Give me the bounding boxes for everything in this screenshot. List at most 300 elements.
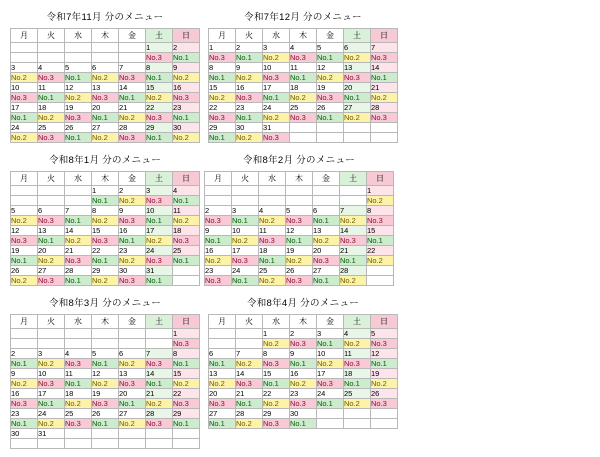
table-row — [205, 186, 394, 196]
weekday-header-cell: 金 — [119, 315, 146, 329]
day-number-cell: 7 — [340, 206, 367, 216]
calendar-title: 令和8年4月 分のメニュー — [246, 298, 360, 309]
table-row — [209, 123, 398, 133]
menu-cell — [11, 339, 38, 349]
table-row — [11, 379, 200, 389]
day-number-cell: 8 — [173, 349, 200, 359]
menu-cell: No.2 — [11, 73, 38, 83]
day-number-cell: 17 — [317, 369, 344, 379]
day-number-cell — [119, 43, 146, 53]
menu-cell — [344, 133, 371, 143]
day-number-cell — [65, 43, 92, 53]
day-number-cell — [38, 329, 65, 339]
menu-cell: No.1 — [344, 379, 371, 389]
menu-cell — [367, 276, 394, 286]
menu-cell — [173, 276, 200, 286]
table-row — [205, 266, 394, 276]
day-number-cell — [65, 186, 92, 196]
day-number-cell: 20 — [209, 389, 236, 399]
table-row — [209, 409, 398, 419]
menu-cell: No.3 — [209, 113, 236, 123]
menu-cell: No.2 — [119, 196, 146, 206]
day-number-cell: 18 — [38, 103, 65, 113]
day-number-cell — [209, 329, 236, 339]
table-row — [11, 103, 200, 113]
day-number-cell — [371, 409, 398, 419]
weekday-header-cell: 日 — [173, 172, 200, 186]
menu-cell — [205, 196, 232, 206]
day-number-cell: 31 — [263, 123, 290, 133]
menu-cell: No.2 — [209, 93, 236, 103]
table-row — [205, 196, 394, 206]
menu-cell: No.2 — [119, 419, 146, 429]
menu-cell: No.3 — [209, 399, 236, 409]
day-number-cell — [173, 429, 200, 439]
menu-cell: No.1 — [173, 53, 200, 63]
day-number-cell: 18 — [259, 246, 286, 256]
calendar-block — [8, 6, 202, 143]
menu-cell: No.2 — [173, 379, 200, 389]
day-number-cell: 6 — [92, 63, 119, 73]
menu-cell: No.2 — [236, 73, 263, 83]
table-row — [209, 93, 398, 103]
menu-cell — [11, 53, 38, 63]
day-number-cell: 21 — [340, 246, 367, 256]
day-number-cell — [344, 409, 371, 419]
day-number-cell — [340, 186, 367, 196]
day-number-cell: 5 — [371, 329, 398, 339]
table-row — [11, 349, 200, 359]
day-number-cell: 22 — [209, 103, 236, 113]
table-row — [205, 246, 394, 256]
day-number-cell — [173, 266, 200, 276]
day-number-cell: 6 — [209, 349, 236, 359]
day-number-cell: 9 — [205, 226, 232, 236]
calendar-block — [8, 149, 202, 286]
menu-cell: No.1 — [119, 236, 146, 246]
day-number-cell — [11, 43, 38, 53]
weekday-header-row — [205, 172, 394, 186]
menu-cell: No.2 — [173, 216, 200, 226]
weekday-header-cell: 月 — [205, 172, 232, 186]
day-number-cell: 13 — [38, 226, 65, 236]
menu-cell: No.2 — [344, 399, 371, 409]
weekday-header-cell: 日 — [173, 315, 200, 329]
day-number-cell — [232, 186, 259, 196]
day-number-cell: 10 — [11, 83, 38, 93]
menu-cell: No.2 — [173, 133, 200, 143]
day-number-cell: 4 — [344, 329, 371, 339]
table-row — [209, 63, 398, 73]
day-number-cell: 19 — [65, 103, 92, 113]
table-row — [11, 196, 200, 206]
weekday-header-row — [209, 29, 398, 43]
weekday-header-cell: 木 — [290, 315, 317, 329]
menu-cell — [371, 133, 398, 143]
menu-cell: No.3 — [290, 53, 317, 63]
day-number-cell: 29 — [173, 409, 200, 419]
day-number-cell — [38, 43, 65, 53]
day-number-cell: 16 — [173, 83, 200, 93]
day-number-cell: 27 — [313, 266, 340, 276]
day-number-cell: 25 — [65, 409, 92, 419]
day-number-cell: 20 — [313, 246, 340, 256]
menu-cell: No.1 — [209, 359, 236, 369]
day-number-cell: 1 — [367, 186, 394, 196]
table-row — [205, 256, 394, 266]
day-number-cell: 21 — [119, 103, 146, 113]
day-number-cell: 2 — [173, 43, 200, 53]
day-number-cell — [236, 329, 263, 339]
weekday-header-cell: 金 — [313, 172, 340, 186]
day-number-cell: 18 — [290, 83, 317, 93]
day-number-cell: 22 — [92, 246, 119, 256]
menu-cell — [209, 339, 236, 349]
menu-cell: No.3 — [290, 399, 317, 409]
menu-cell — [119, 339, 146, 349]
menu-cell: No.1 — [92, 196, 119, 206]
table-row — [11, 359, 200, 369]
calendar-title: 令和8年1月 分のメニュー — [48, 155, 162, 166]
day-number-cell — [146, 429, 173, 439]
menu-cell: No.2 — [232, 236, 259, 246]
menu-cell: No.2 — [38, 256, 65, 266]
menu-cell: No.2 — [38, 419, 65, 429]
menu-cell — [38, 53, 65, 63]
day-number-cell: 11 — [65, 369, 92, 379]
day-number-cell — [286, 186, 313, 196]
day-number-cell: 3 — [232, 206, 259, 216]
menu-cell: No.3 — [173, 93, 200, 103]
menu-cell: No.2 — [259, 216, 286, 226]
weekday-header-cell: 火 — [38, 315, 65, 329]
menu-cell: No.1 — [290, 419, 317, 429]
day-number-cell: 9 — [290, 349, 317, 359]
weekday-header-cell: 日 — [371, 29, 398, 43]
menu-cell: No.3 — [146, 113, 173, 123]
menu-cell: No.1 — [236, 399, 263, 409]
menu-cell: No.2 — [92, 216, 119, 226]
menu-cell: No.1 — [236, 53, 263, 63]
day-number-cell: 7 — [236, 349, 263, 359]
table-row — [11, 409, 200, 419]
menu-cell: No.1 — [173, 359, 200, 369]
weekday-header-cell: 木 — [92, 172, 119, 186]
table-row — [205, 216, 394, 226]
day-number-cell: 23 — [119, 246, 146, 256]
menu-cell: No.1 — [317, 53, 344, 63]
table-row — [11, 256, 200, 266]
menu-cell: No.3 — [146, 256, 173, 266]
menu-cell: No.3 — [232, 256, 259, 266]
calendar-table — [208, 28, 398, 143]
day-number-cell: 6 — [344, 43, 371, 53]
menu-cell: No.1 — [65, 276, 92, 286]
day-number-cell — [317, 409, 344, 419]
menu-cell: No.2 — [92, 73, 119, 83]
table-row — [11, 439, 200, 449]
day-number-cell — [38, 186, 65, 196]
menu-cell: No.2 — [236, 359, 263, 369]
day-number-cell: 16 — [205, 246, 232, 256]
day-number-cell: 28 — [340, 266, 367, 276]
table-row — [11, 73, 200, 83]
menu-cell: No.1 — [209, 73, 236, 83]
day-number-cell: 14 — [65, 226, 92, 236]
day-number-cell: 13 — [313, 226, 340, 236]
day-number-cell: 11 — [290, 63, 317, 73]
table-row — [11, 339, 200, 349]
menu-cell — [38, 439, 65, 449]
day-number-cell — [259, 186, 286, 196]
day-number-cell — [290, 123, 317, 133]
menu-cell: No.3 — [146, 196, 173, 206]
menu-cell: No.3 — [263, 419, 290, 429]
table-row — [11, 399, 200, 409]
day-number-cell: 7 — [371, 43, 398, 53]
menu-cell: No.1 — [11, 256, 38, 266]
day-number-cell: 9 — [173, 63, 200, 73]
menu-cell: No.1 — [92, 359, 119, 369]
menu-cell: No.2 — [317, 73, 344, 83]
calendar-table — [10, 171, 200, 286]
menu-cell: No.3 — [286, 276, 313, 286]
day-number-cell: 15 — [146, 83, 173, 93]
menu-cell: No.2 — [367, 196, 394, 206]
weekday-header-cell: 水 — [65, 172, 92, 186]
weekday-header-cell: 火 — [236, 29, 263, 43]
day-number-cell: 4 — [290, 43, 317, 53]
menu-cell — [119, 53, 146, 63]
menu-cell — [232, 196, 259, 206]
menu-cell: No.3 — [290, 339, 317, 349]
menu-cell: No.3 — [313, 256, 340, 266]
menu-cell — [146, 339, 173, 349]
menu-cell: No.3 — [259, 236, 286, 246]
day-number-cell: 16 — [11, 389, 38, 399]
weekday-header-cell: 土 — [340, 172, 367, 186]
weekday-header-cell: 月 — [11, 29, 38, 43]
day-number-cell: 26 — [92, 409, 119, 419]
day-number-cell — [317, 123, 344, 133]
menu-cell — [317, 133, 344, 143]
menu-cell: No.3 — [38, 216, 65, 226]
table-row — [209, 339, 398, 349]
calendar-block — [206, 6, 400, 143]
menu-cell — [286, 196, 313, 206]
day-number-cell: 24 — [11, 123, 38, 133]
menu-cell: No.3 — [236, 379, 263, 389]
menu-cell: No.3 — [65, 359, 92, 369]
menu-cell: No.1 — [290, 359, 317, 369]
weekday-header-cell: 月 — [209, 315, 236, 329]
day-number-cell: 12 — [371, 349, 398, 359]
menu-cell: No.1 — [290, 73, 317, 83]
menu-cell: No.3 — [317, 93, 344, 103]
table-row — [11, 206, 200, 216]
table-row — [11, 133, 200, 143]
menu-cell: No.3 — [290, 113, 317, 123]
day-number-cell: 1 — [146, 43, 173, 53]
menu-cell: No.1 — [173, 419, 200, 429]
weekday-header-cell: 水 — [65, 29, 92, 43]
menu-cell: No.1 — [146, 73, 173, 83]
menu-cell — [173, 439, 200, 449]
day-number-cell: 11 — [38, 83, 65, 93]
menu-cell: No.1 — [92, 113, 119, 123]
weekday-header-cell: 火 — [38, 29, 65, 43]
day-number-cell: 20 — [92, 103, 119, 113]
menu-cell: No.1 — [65, 73, 92, 83]
day-number-cell: 12 — [65, 83, 92, 93]
menu-cell: No.3 — [340, 236, 367, 246]
menu-cell: No.3 — [173, 339, 200, 349]
day-number-cell: 2 — [236, 43, 263, 53]
menu-cell: No.3 — [236, 93, 263, 103]
menu-cell — [38, 339, 65, 349]
day-number-cell: 29 — [209, 123, 236, 133]
menu-cell: No.1 — [65, 379, 92, 389]
day-number-cell: 10 — [263, 63, 290, 73]
table-row — [209, 359, 398, 369]
menu-cell: No.1 — [65, 216, 92, 226]
day-number-cell: 18 — [65, 389, 92, 399]
menu-cell: No.3 — [119, 216, 146, 226]
table-row — [205, 276, 394, 286]
table-row — [209, 83, 398, 93]
menu-cell: No.3 — [92, 236, 119, 246]
day-number-cell — [313, 186, 340, 196]
menu-cell: No.2 — [92, 276, 119, 286]
day-number-cell: 21 — [65, 246, 92, 256]
day-number-cell — [92, 43, 119, 53]
weekday-header-cell: 火 — [236, 315, 263, 329]
calendar-block — [206, 292, 400, 449]
menu-cell: No.3 — [263, 133, 290, 143]
menu-cell: No.2 — [259, 276, 286, 286]
menu-cell: No.2 — [11, 379, 38, 389]
menu-cell: No.3 — [263, 73, 290, 83]
menu-cell: No.3 — [371, 399, 398, 409]
day-number-cell — [65, 429, 92, 439]
table-row — [11, 63, 200, 73]
menu-cell: No.2 — [263, 53, 290, 63]
table-row — [11, 369, 200, 379]
menu-cell: No.1 — [119, 93, 146, 103]
day-number-cell: 5 — [65, 63, 92, 73]
menu-cell: No.1 — [209, 419, 236, 429]
day-number-cell — [11, 186, 38, 196]
day-number-cell: 20 — [38, 246, 65, 256]
weekday-header-cell: 金 — [119, 172, 146, 186]
day-number-cell: 3 — [317, 329, 344, 339]
calendar-title: 令和7年12月 分のメニュー — [244, 12, 362, 23]
menu-cell — [317, 419, 344, 429]
menu-cell: No.3 — [344, 73, 371, 83]
weekday-header-cell: 月 — [11, 315, 38, 329]
table-row — [209, 73, 398, 83]
table-row — [209, 419, 398, 429]
day-number-cell: 17 — [146, 226, 173, 236]
day-number-cell: 9 — [119, 206, 146, 216]
menu-cell: No.2 — [38, 113, 65, 123]
menu-cell: No.3 — [38, 73, 65, 83]
calendar-table — [10, 28, 200, 143]
menu-cell: No.2 — [146, 93, 173, 103]
day-number-cell: 6 — [313, 206, 340, 216]
day-number-cell: 28 — [65, 266, 92, 276]
day-number-cell: 4 — [65, 349, 92, 359]
menu-cell: No.2 — [340, 216, 367, 226]
menu-cell: No.1 — [317, 113, 344, 123]
menu-cell: No.1 — [313, 216, 340, 226]
calendar-table — [208, 314, 398, 429]
table-row — [11, 276, 200, 286]
day-number-cell — [119, 429, 146, 439]
menu-cell: No.1 — [92, 419, 119, 429]
weekday-header-row — [209, 315, 398, 329]
day-number-cell: 5 — [11, 206, 38, 216]
day-number-cell: 13 — [209, 369, 236, 379]
table-row — [209, 379, 398, 389]
menu-cell: No.2 — [317, 359, 344, 369]
day-number-cell: 10 — [317, 349, 344, 359]
day-number-cell: 11 — [344, 349, 371, 359]
table-row — [209, 43, 398, 53]
table-row — [11, 329, 200, 339]
menu-cell: No.1 — [146, 276, 173, 286]
day-number-cell: 19 — [286, 246, 313, 256]
menu-cell: No.1 — [286, 236, 313, 246]
menu-cell: No.1 — [11, 113, 38, 123]
day-number-cell: 29 — [92, 266, 119, 276]
menu-cell: No.3 — [209, 53, 236, 63]
day-number-cell: 22 — [367, 246, 394, 256]
day-number-cell — [119, 329, 146, 339]
day-number-cell: 26 — [317, 103, 344, 113]
day-number-cell: 22 — [263, 389, 290, 399]
weekday-header-cell: 金 — [119, 29, 146, 43]
day-number-cell: 15 — [92, 226, 119, 236]
menu-cell: No.1 — [340, 256, 367, 266]
day-number-cell: 2 — [290, 329, 317, 339]
menu-cell: No.2 — [38, 359, 65, 369]
calendar-grid — [8, 6, 592, 455]
menu-cell: No.1 — [38, 93, 65, 103]
day-number-cell: 6 — [119, 349, 146, 359]
day-number-cell: 3 — [263, 43, 290, 53]
day-number-cell: 25 — [290, 103, 317, 113]
menu-cell — [290, 133, 317, 143]
day-number-cell: 26 — [11, 266, 38, 276]
table-row — [11, 123, 200, 133]
menu-cell: No.3 — [38, 276, 65, 286]
day-number-cell: 19 — [11, 246, 38, 256]
table-row — [11, 246, 200, 256]
menu-cell: No.3 — [119, 73, 146, 83]
menu-cell — [371, 419, 398, 429]
day-number-cell: 16 — [290, 369, 317, 379]
menu-cell: No.3 — [65, 113, 92, 123]
day-number-cell: 30 — [236, 123, 263, 133]
weekday-header-cell: 土 — [146, 315, 173, 329]
table-row — [11, 43, 200, 53]
table-row — [209, 349, 398, 359]
day-number-cell: 24 — [38, 409, 65, 419]
menu-cell: No.2 — [371, 379, 398, 389]
calendar-table — [10, 314, 200, 449]
menu-cell: No.1 — [232, 216, 259, 226]
